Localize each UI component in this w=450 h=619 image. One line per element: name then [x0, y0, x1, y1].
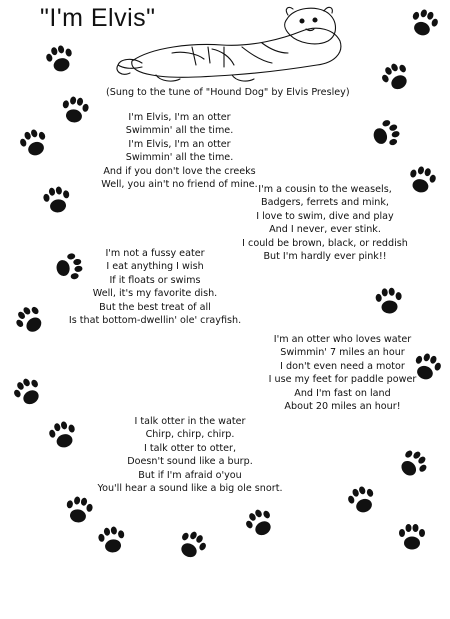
paw-print-icon	[340, 478, 384, 522]
paw-print-icon	[169, 522, 215, 568]
verse-line: I'm an otter who loves water	[273, 334, 412, 345]
verse-line: Well, it's my favorite dish.	[92, 288, 218, 300]
verse-line: I love to swim, dive and play	[256, 210, 394, 222]
verse-line: Swimmin' all the time.	[125, 152, 234, 164]
verse-line: But the best treat of all	[99, 301, 211, 313]
verse-line: Swimmin' all the time.	[125, 125, 234, 137]
verse-line: Chirp, chirp, chirp.	[145, 429, 235, 441]
paw-print-icon	[49, 247, 88, 286]
paw-print-icon	[5, 369, 51, 415]
verse-line: I'm not a fussy eater	[105, 248, 205, 259]
verse-line: But I'm hardly ever pink!!	[263, 251, 387, 263]
verse-line: Doesn't sound like a burp.	[127, 456, 253, 468]
verse-line: I could be brown, black, or reddish	[242, 237, 408, 249]
stanza-2	[230, 183, 420, 263]
verse-line: I'm Elvis, I'm an otter	[128, 112, 231, 123]
verse-line: I'm Elvis, I'm an otter	[128, 138, 231, 150]
paw-print-icon	[55, 90, 94, 129]
verse-line: About 20 miles an hour!	[284, 401, 401, 413]
verse-line: And I never, ever stink.	[269, 224, 381, 236]
paw-print-icon	[371, 283, 408, 320]
paw-print-icon	[237, 500, 283, 546]
paw-print-icon	[92, 520, 131, 559]
verse-line: I eat anything I wish	[106, 261, 204, 273]
paw-print-icon	[395, 520, 429, 554]
verse-line: I talk otter in the water	[134, 416, 246, 427]
paw-print-icon	[373, 54, 419, 100]
paw-print-icon	[389, 440, 437, 488]
subtitle: (Sung to the tune of "Hound Dog" by Elvis Presley)	[106, 87, 350, 98]
verse-line: Swimmin' 7 miles an hour	[280, 347, 405, 359]
verse-line: I use my feet for paddle power	[268, 374, 417, 386]
paw-print-icon	[6, 296, 54, 344]
paw-print-icon	[364, 112, 408, 156]
verse-line: And I'm fast on land	[294, 387, 391, 399]
paw-print-icon	[402, 1, 446, 45]
paw-print-icon	[37, 180, 76, 219]
verse-line: Badgers, ferrets and mink,	[261, 197, 389, 209]
paw-print-icon	[39, 38, 81, 80]
verse-line: Is that bottom-dwellin' ole' crayfish.	[68, 315, 242, 327]
verse-line: I'm a cousin to the weasels,	[258, 184, 392, 195]
paw-print-icon	[59, 490, 98, 529]
otter-illustration	[112, 3, 352, 87]
verse-line: But if I'm afraid o'you	[138, 469, 242, 481]
paw-print-icon	[12, 121, 56, 165]
stanza-1	[82, 111, 277, 191]
paw-print-icon	[42, 414, 84, 456]
verse-line: If it floats or swims	[109, 274, 201, 286]
verse-line: And if you don't love the creeks	[103, 165, 256, 177]
verse-line: Well, you ain't no friend of mine.	[101, 179, 258, 191]
verse-line: I don't even need a motor	[280, 360, 405, 372]
verse-line: You'll hear a sound like a big ole snort.	[97, 483, 283, 495]
stanza-5	[85, 415, 295, 495]
page-title: "I'm Elvis"	[40, 4, 156, 32]
verse-line: I talk otter to otter,	[143, 442, 237, 454]
